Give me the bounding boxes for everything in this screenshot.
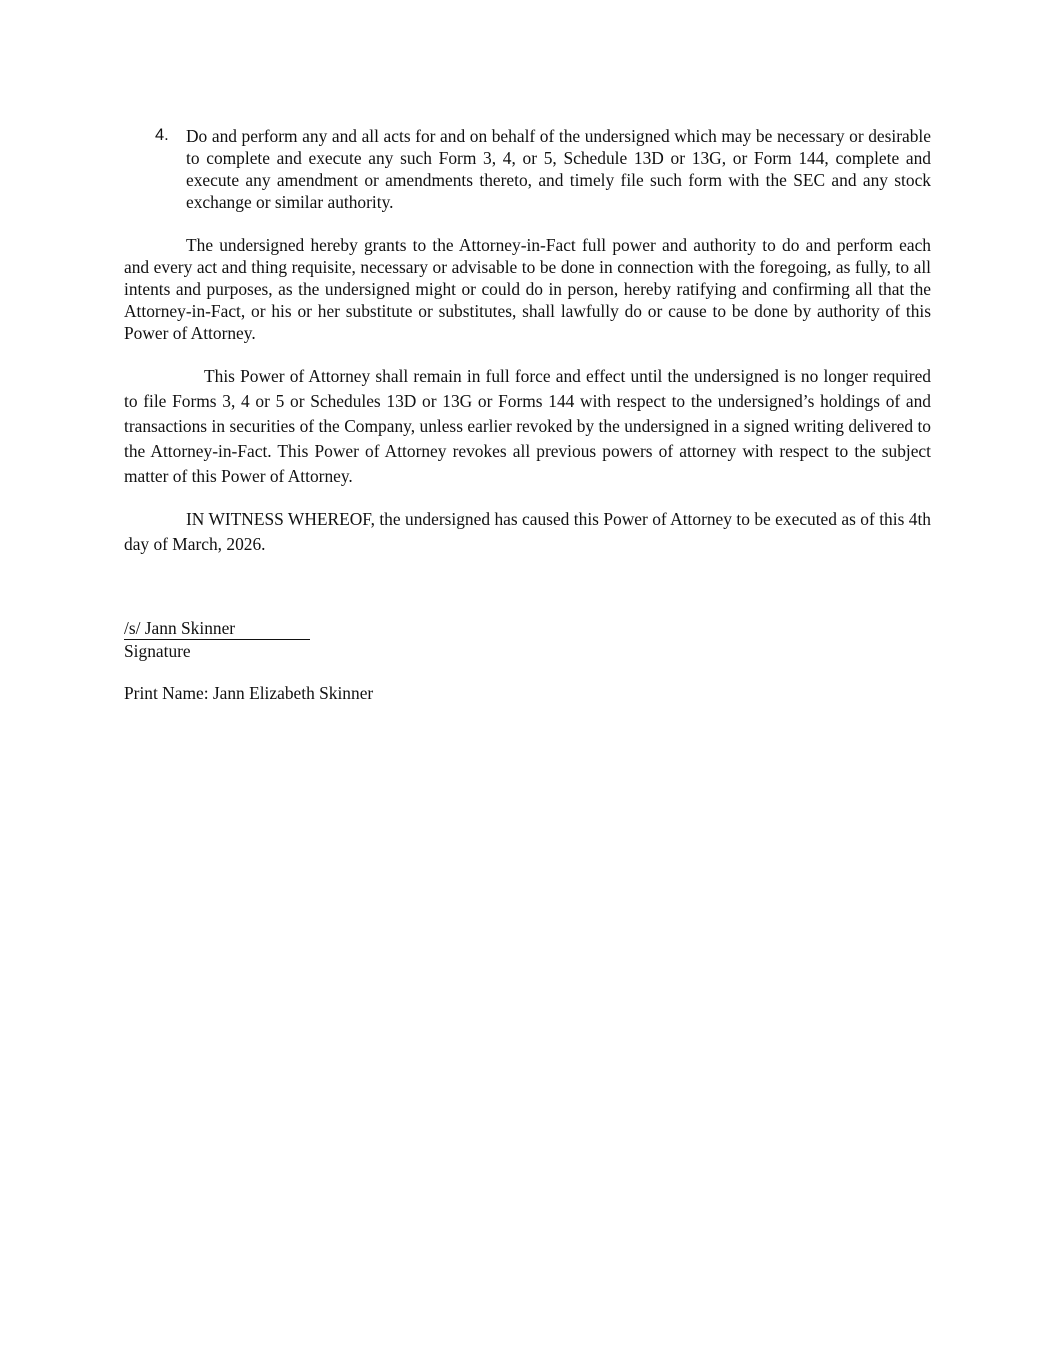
signature-label: Signature xyxy=(124,641,191,661)
signature-line: /s/ Jann Skinner xyxy=(124,619,310,640)
print-name: Print Name: Jann Elizabeth Skinner xyxy=(124,683,374,703)
list-item-text: Do and perform any and all acts for and on behalf of the undersigned which may be necessary or desirable to complete and execute any such Form 3, 4, or 5, Schedule 13D or 13G, or Form 144, complete and execute any amendment or amendments thereto, and timely file such form with the SEC and any stock exchange or similar authority. xyxy=(186,126,931,212)
list-item-number: 4. xyxy=(155,126,169,144)
grant-of-authority-paragraph: The undersigned hereby grants to the Attorney-in-Fact full power and authority to do and perform each and every act and thing requisite, necessary or advisable to be done in connection with the foregoing, as fully, to all intents and purposes, as the undersigned might or could do in person, hereby ratifying and confirming all that the Attorney-in-Fact, or his or her substitute or substitutes, shall lawfully do or cause to be done by authority of this Power of Attorney. xyxy=(124,235,931,343)
witness-paragraph: IN WITNESS WHEREOF, the undersigned has caused this Power of Attorney to be executed as of this 4th day of March, 2026. xyxy=(124,509,931,554)
list-item-4 xyxy=(155,125,931,213)
duration-paragraph: This Power of Attorney shall remain in full force and effect until the undersigned is no longer required to file Forms 3, 4 or 5 or Schedules 13D or 13G or Forms 144 with respect to the undersigned’s holdings of and transactions in securities of the Company, unless earlier revoked by the undersigned in a signed writing delivered to the Attorney-in-Fact. This Power of Attorney revokes all previous powers of attorney with respect to the subject matter of this Power of Attorney. xyxy=(124,366,931,486)
signature-block xyxy=(124,617,524,662)
